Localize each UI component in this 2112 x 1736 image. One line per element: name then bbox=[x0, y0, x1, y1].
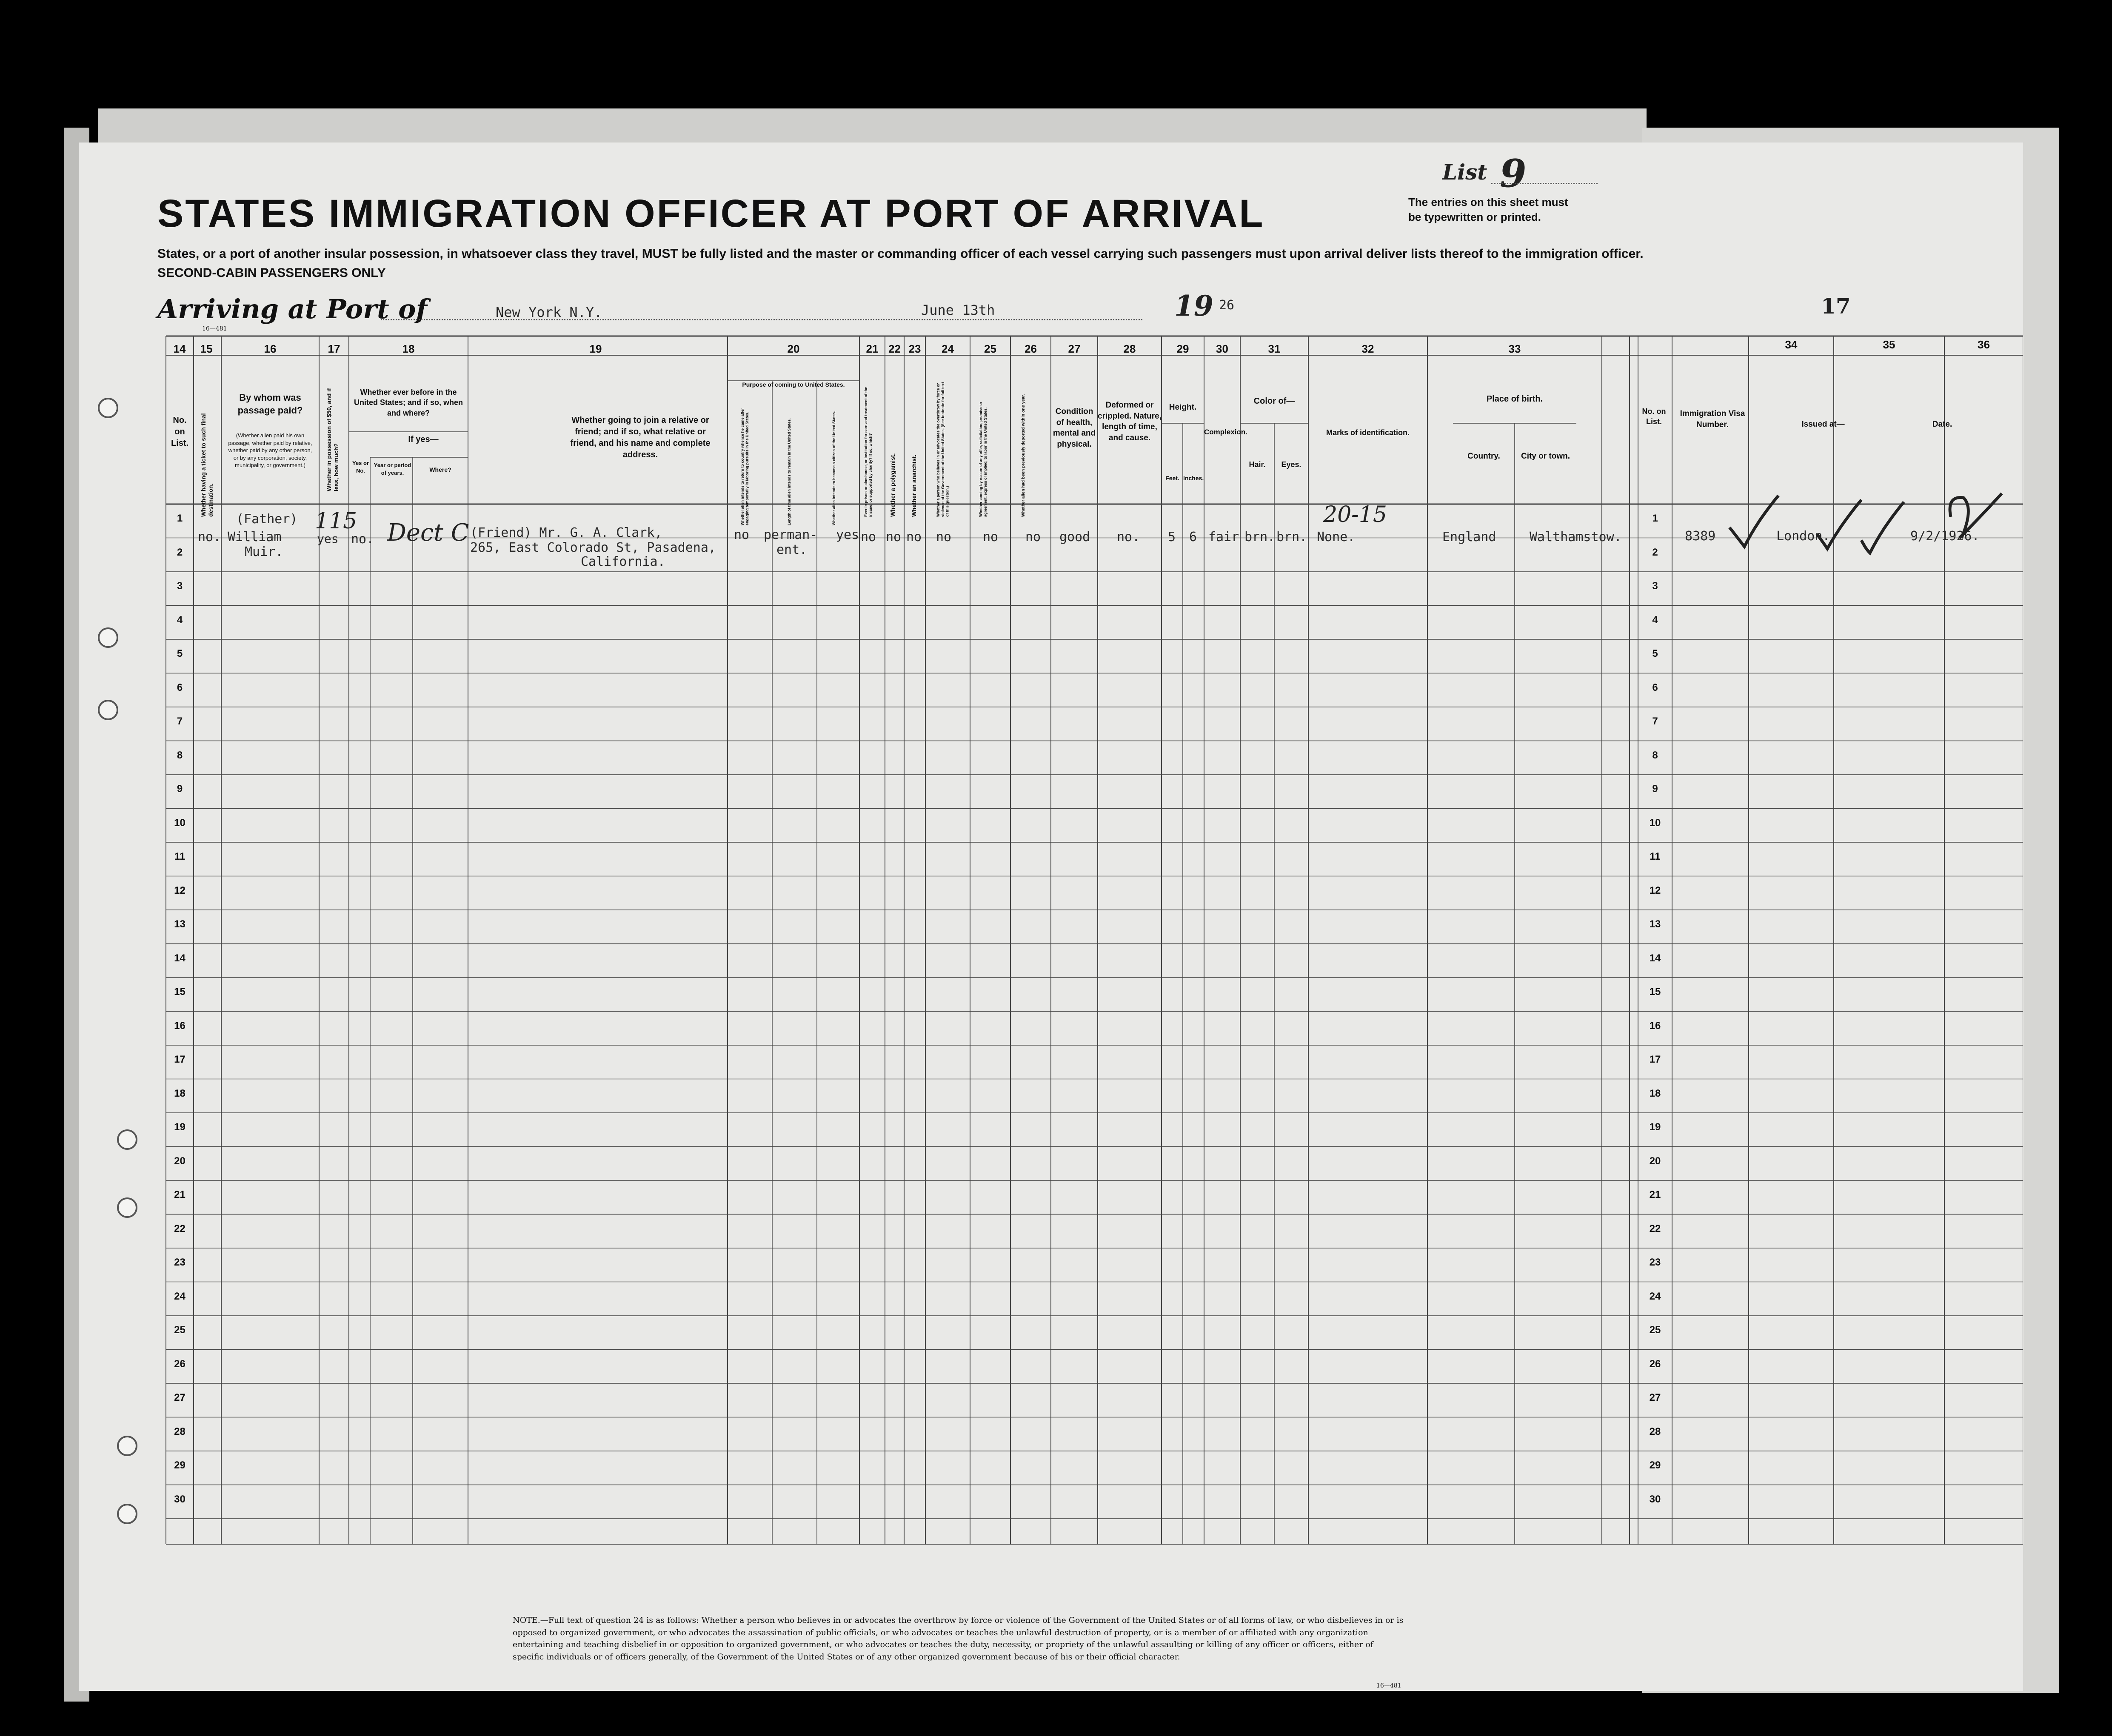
header-no-on-list: No. on List. bbox=[171, 416, 189, 448]
row-number-right: 13 bbox=[1649, 918, 1661, 930]
row-number-right: 9 bbox=[1652, 783, 1658, 795]
row-number: 5 bbox=[177, 648, 183, 659]
colnum-14: 14 bbox=[173, 342, 186, 355]
row-number: 10 bbox=[174, 817, 186, 829]
port-value: New York N.Y. bbox=[496, 304, 602, 320]
entry-complexion: fair bbox=[1208, 530, 1239, 544]
header-anarchist: Whether an anarchist. bbox=[910, 454, 917, 517]
header-right-no-on-list: No. on List. bbox=[1642, 407, 1666, 426]
entry-marks-hand: 20-15 bbox=[1323, 502, 1387, 527]
header-paid-by-sub: (Whether alien paid his own passage, whether paid by relative, whether paid by any other person, or by any corporation, society, municipality, or government.) bbox=[228, 432, 312, 469]
header-paid-by: By whom was passage paid? bbox=[237, 392, 303, 416]
header-money: Whether in possession of $50, and if less, how much? bbox=[325, 388, 340, 491]
colnum-28: 28 bbox=[1123, 342, 1136, 355]
entry-issued-at: London. bbox=[1776, 529, 1830, 544]
entry-marks: None. bbox=[1317, 530, 1356, 544]
header-offer: Whether coming by reason of any offer, solicitation, promise or agreement, express or implied, to labor in the United States. bbox=[979, 402, 988, 517]
row-number-right: 26 bbox=[1649, 1358, 1661, 1370]
header-purpose-return: Whether alien intends to return to country whence he came after engaging temporarily in laboring pursuits in the United States. bbox=[740, 408, 749, 525]
back-sheet-top bbox=[98, 108, 1647, 147]
header-feet-label: Feet. bbox=[1165, 475, 1179, 482]
header-hair: Hair. bbox=[1249, 460, 1266, 469]
manifest-grid bbox=[79, 143, 2023, 1691]
row-number: 30 bbox=[174, 1493, 186, 1505]
header-place-of-birth: Place of birth. bbox=[1486, 394, 1543, 404]
entry-money: yes bbox=[317, 532, 339, 546]
entry-health: good bbox=[1059, 530, 1090, 544]
row-number-right: 5 bbox=[1652, 648, 1658, 659]
row-number-right: 3 bbox=[1652, 580, 1658, 592]
colnum-25: 25 bbox=[984, 342, 996, 355]
colnum-35: 35 bbox=[1883, 338, 1895, 351]
row-number: 26 bbox=[174, 1358, 186, 1370]
entries-note-line1: The entries on this sheet must bbox=[1408, 196, 1568, 208]
row-number-right: 28 bbox=[1649, 1425, 1661, 1437]
header-eyes: Eyes. bbox=[1281, 460, 1301, 469]
row-number-right: 20 bbox=[1649, 1155, 1661, 1167]
colnum-31: 31 bbox=[1268, 342, 1281, 355]
colnum-29: 29 bbox=[1176, 342, 1189, 355]
entry-joining-2: 265, East Colorado St, Pasadena, bbox=[470, 540, 716, 555]
entry-city: Walthamstow. bbox=[1530, 530, 1622, 544]
header-purpose: Purpose of coming to United States. bbox=[742, 381, 845, 388]
entry-polygamist: no bbox=[886, 530, 902, 544]
row-number-right: 1 bbox=[1652, 513, 1658, 524]
header-country: Country. bbox=[1467, 452, 1500, 461]
row-number: 13 bbox=[174, 918, 186, 930]
row-number-right: 29 bbox=[1649, 1459, 1661, 1471]
row-number: 23 bbox=[174, 1257, 186, 1268]
row-number: 2 bbox=[177, 546, 183, 558]
row-number: 27 bbox=[174, 1392, 186, 1403]
header-where: Where? bbox=[429, 466, 451, 473]
binder-hole bbox=[117, 1197, 137, 1218]
header-height: Height. bbox=[1169, 403, 1197, 412]
list-label: List bbox=[1442, 160, 1487, 185]
entry-deformed: no. bbox=[1117, 530, 1140, 544]
entry-eyes: brn. bbox=[1276, 530, 1307, 544]
entry-return: no bbox=[734, 527, 750, 542]
footnote: NOTE.—Full text of question 24 is as follows: Whether a person who believes in or advocates the overthrow by force or violence of the Government of the United States or of all forms of law, or who disbelieves in or is opposed to organized government, or who advocates the assassination of public officials, or who advocates or teaches the unlawful destruction of property, or is a member of or affiliated with any organization entertaining and teaching disbelief in or opposition to organized government, or who advocates or teaches the duty, necessity, or propriety of the unlawful assaulting or killing of any officer or officers, either of specific individuals or of officers generally, of the Government of the United States or of any other organized government because of his or their official character. bbox=[513, 1616, 1404, 1662]
row-number-right: 14 bbox=[1649, 952, 1661, 964]
colnum-23: 23 bbox=[908, 342, 921, 355]
colnum-30: 30 bbox=[1216, 342, 1228, 355]
row-number: 16 bbox=[174, 1020, 186, 1032]
entry-overthrow: no bbox=[936, 530, 952, 544]
row-number: 21 bbox=[174, 1189, 186, 1200]
header-yes-no: Yes or No. bbox=[352, 460, 369, 474]
manifest-sheet bbox=[79, 143, 2023, 1691]
footer-code: 16—481 bbox=[1376, 1682, 1401, 1689]
header-polygamist: Whether a polygamist. bbox=[889, 453, 896, 517]
colnum-24: 24 bbox=[942, 342, 954, 355]
row-number: 12 bbox=[174, 884, 186, 896]
row-number-right: 21 bbox=[1649, 1189, 1661, 1200]
sheet-number: 17 bbox=[1821, 294, 1851, 319]
entry-paid-name-2: Muir. bbox=[245, 544, 283, 559]
colnum-15: 15 bbox=[200, 342, 213, 355]
binder-hole bbox=[117, 1504, 137, 1524]
header-deformed: Deformed or crippled. Nature, length of time, and cause. bbox=[1098, 401, 1162, 442]
row-number: 14 bbox=[174, 952, 186, 964]
row-number-right: 25 bbox=[1649, 1324, 1661, 1336]
header-ticket: Whether having a ticket to such final destination. bbox=[200, 413, 214, 517]
entry-joining-3: California. bbox=[581, 554, 665, 569]
row-number-right: 22 bbox=[1649, 1223, 1661, 1234]
row-number: 25 bbox=[174, 1324, 186, 1336]
header-purpose-length: Length of time alien intends to remain in the United States. bbox=[787, 418, 791, 525]
header-marks: Marks of identification. bbox=[1326, 428, 1410, 437]
entry-joining-1: (Friend) Mr. G. A. Clark, bbox=[470, 525, 662, 540]
header-city: City or town. bbox=[1521, 452, 1570, 461]
entry-hair: brn. bbox=[1244, 530, 1276, 544]
row-number-right: 15 bbox=[1649, 986, 1661, 998]
colnum-21: 21 bbox=[866, 342, 879, 355]
entry-citizen: yes bbox=[836, 527, 859, 542]
page-subtitle: States, or a port of another insular possession, in whatsoever class they travel, MUST be fully listed and the master or commanding officer of each vessel carrying such passengers must upon arrival deliver lists thereof to the immigration officer. bbox=[157, 247, 1644, 261]
row-number-right: 30 bbox=[1649, 1493, 1661, 1505]
row-number-right: 19 bbox=[1649, 1121, 1661, 1133]
row-number-right: 6 bbox=[1652, 681, 1658, 693]
row-number-right: 10 bbox=[1649, 817, 1661, 829]
binder-hole bbox=[98, 700, 118, 720]
entry-length-2: ent. bbox=[776, 542, 808, 557]
header-color-of: Color of— bbox=[1253, 396, 1295, 406]
entry-deported: no bbox=[1025, 530, 1041, 544]
row-number: 6 bbox=[177, 681, 183, 693]
header-joining: Whether going to join a relative or friend; and if so, what relative or friend, and his name and complete address. bbox=[570, 416, 711, 459]
colnum-22: 22 bbox=[888, 342, 901, 355]
row-number-right: 24 bbox=[1649, 1290, 1661, 1302]
row-number: 19 bbox=[174, 1121, 186, 1133]
year-prefix: 19 bbox=[1174, 289, 1213, 322]
entry-before-in-us: no. bbox=[351, 532, 374, 547]
header-if-yes: If yes— bbox=[408, 435, 439, 444]
entry-country: England bbox=[1442, 530, 1496, 544]
header-purpose-citizen: Whether alien intends to become a citizen of the United States. bbox=[832, 411, 836, 525]
row-number: 24 bbox=[174, 1290, 186, 1302]
header-date: Date. bbox=[1932, 420, 1952, 429]
row-number: 17 bbox=[174, 1054, 186, 1065]
colnum-27: 27 bbox=[1068, 342, 1081, 355]
row-number-right: 16 bbox=[1649, 1020, 1661, 1032]
cabin-class: SECOND-CABIN PASSENGERS ONLY bbox=[157, 266, 386, 280]
colnum-34: 34 bbox=[1785, 338, 1798, 351]
arriving-label: Arriving at Port of bbox=[157, 294, 428, 325]
entry-length-1: perman- bbox=[764, 527, 818, 542]
entry-offer: no bbox=[983, 530, 999, 544]
row-number-right: 4 bbox=[1652, 614, 1658, 626]
header-before-in-us: Whether ever before in the United States; and if so, when and where? bbox=[354, 388, 463, 417]
header-health: Condition of health, mental and physical. bbox=[1053, 407, 1096, 449]
entry-visa: 8389 bbox=[1685, 529, 1716, 544]
colnum-36: 36 bbox=[1978, 338, 1990, 351]
row-number: 18 bbox=[174, 1087, 186, 1099]
row-number: 7 bbox=[177, 715, 183, 727]
entry-prison: no bbox=[861, 530, 876, 544]
row-number: 9 bbox=[177, 783, 183, 795]
entry-paid-name-1: William bbox=[228, 530, 282, 544]
colnum-20: 20 bbox=[787, 342, 800, 355]
row-number: 20 bbox=[174, 1155, 186, 1167]
row-number-right: 11 bbox=[1650, 851, 1661, 862]
entries-note-line2: be typewritten or printed. bbox=[1408, 211, 1541, 223]
entry-inches: 6 bbox=[1189, 530, 1197, 544]
page-title: STATES IMMIGRATION OFFICER AT PORT OF ARRIVAL bbox=[157, 192, 1265, 235]
list-number: 9 bbox=[1500, 151, 1527, 196]
header-inches-label: Inches. bbox=[1183, 475, 1204, 482]
entry-before-hand: Dect C bbox=[387, 519, 469, 547]
row-number: 8 bbox=[177, 749, 183, 761]
entry-money-hand: 115 bbox=[315, 508, 357, 534]
row-number: 3 bbox=[177, 580, 183, 592]
row-number-right: 18 bbox=[1649, 1087, 1661, 1099]
binder-hole bbox=[117, 1436, 137, 1456]
entry-paid-relation: (Father) bbox=[236, 512, 298, 527]
colnum-32: 32 bbox=[1361, 342, 1374, 355]
colnum-16: 16 bbox=[264, 342, 277, 355]
header-prison: Ever in prison or almshouse, or institution for care and treatment of the insane, or supported by charity? If so, which? bbox=[864, 387, 873, 517]
header-complexion: Complexion. bbox=[1204, 428, 1248, 436]
row-number: 29 bbox=[174, 1459, 186, 1471]
row-number: 4 bbox=[177, 614, 183, 626]
row-number-right: 12 bbox=[1649, 884, 1661, 896]
row-number-right: 8 bbox=[1652, 749, 1658, 761]
row-number-right: 27 bbox=[1649, 1392, 1661, 1403]
header-visa-number: Immigration Visa Number. bbox=[1680, 409, 1745, 429]
binder-hole bbox=[98, 627, 118, 648]
header-overthrow: Whether a person who believes in or advocates the overthrow by force or violence of the Government of the United States. (See footnote for full text of this question.) bbox=[936, 382, 950, 517]
row-number: 11 bbox=[174, 851, 186, 862]
entry-anarchist: no bbox=[906, 530, 922, 544]
entry-date: 9/2/1926. bbox=[1910, 529, 1980, 544]
row-number: 1 bbox=[177, 513, 183, 524]
form-code: 16—481 bbox=[202, 325, 227, 332]
colnum-17: 17 bbox=[328, 342, 340, 355]
binder-hole bbox=[117, 1129, 137, 1150]
row-number: 28 bbox=[174, 1425, 186, 1437]
entry-ticket: no. bbox=[198, 530, 221, 544]
row-number: 15 bbox=[174, 986, 186, 998]
row-number-right: 2 bbox=[1652, 546, 1658, 558]
row-number-right: 7 bbox=[1652, 715, 1658, 727]
row-number-right: 17 bbox=[1649, 1054, 1661, 1065]
header-deported: Whether alien had been previously deported within one year. bbox=[1021, 394, 1026, 517]
year-suffix: 26 bbox=[1219, 298, 1235, 313]
header-issued-at: Issued at— bbox=[1801, 420, 1845, 429]
date-value: June 13th bbox=[921, 302, 995, 318]
colnum-19: 19 bbox=[589, 342, 602, 355]
row-number: 22 bbox=[174, 1223, 186, 1234]
colnum-26: 26 bbox=[1025, 342, 1037, 355]
colnum-18: 18 bbox=[402, 342, 415, 355]
row-number-right: 23 bbox=[1649, 1257, 1661, 1268]
colnum-33: 33 bbox=[1508, 342, 1521, 355]
entry-feet: 5 bbox=[1168, 530, 1176, 544]
header-period: Year or period of years. bbox=[374, 462, 411, 476]
binder-hole bbox=[98, 398, 118, 418]
